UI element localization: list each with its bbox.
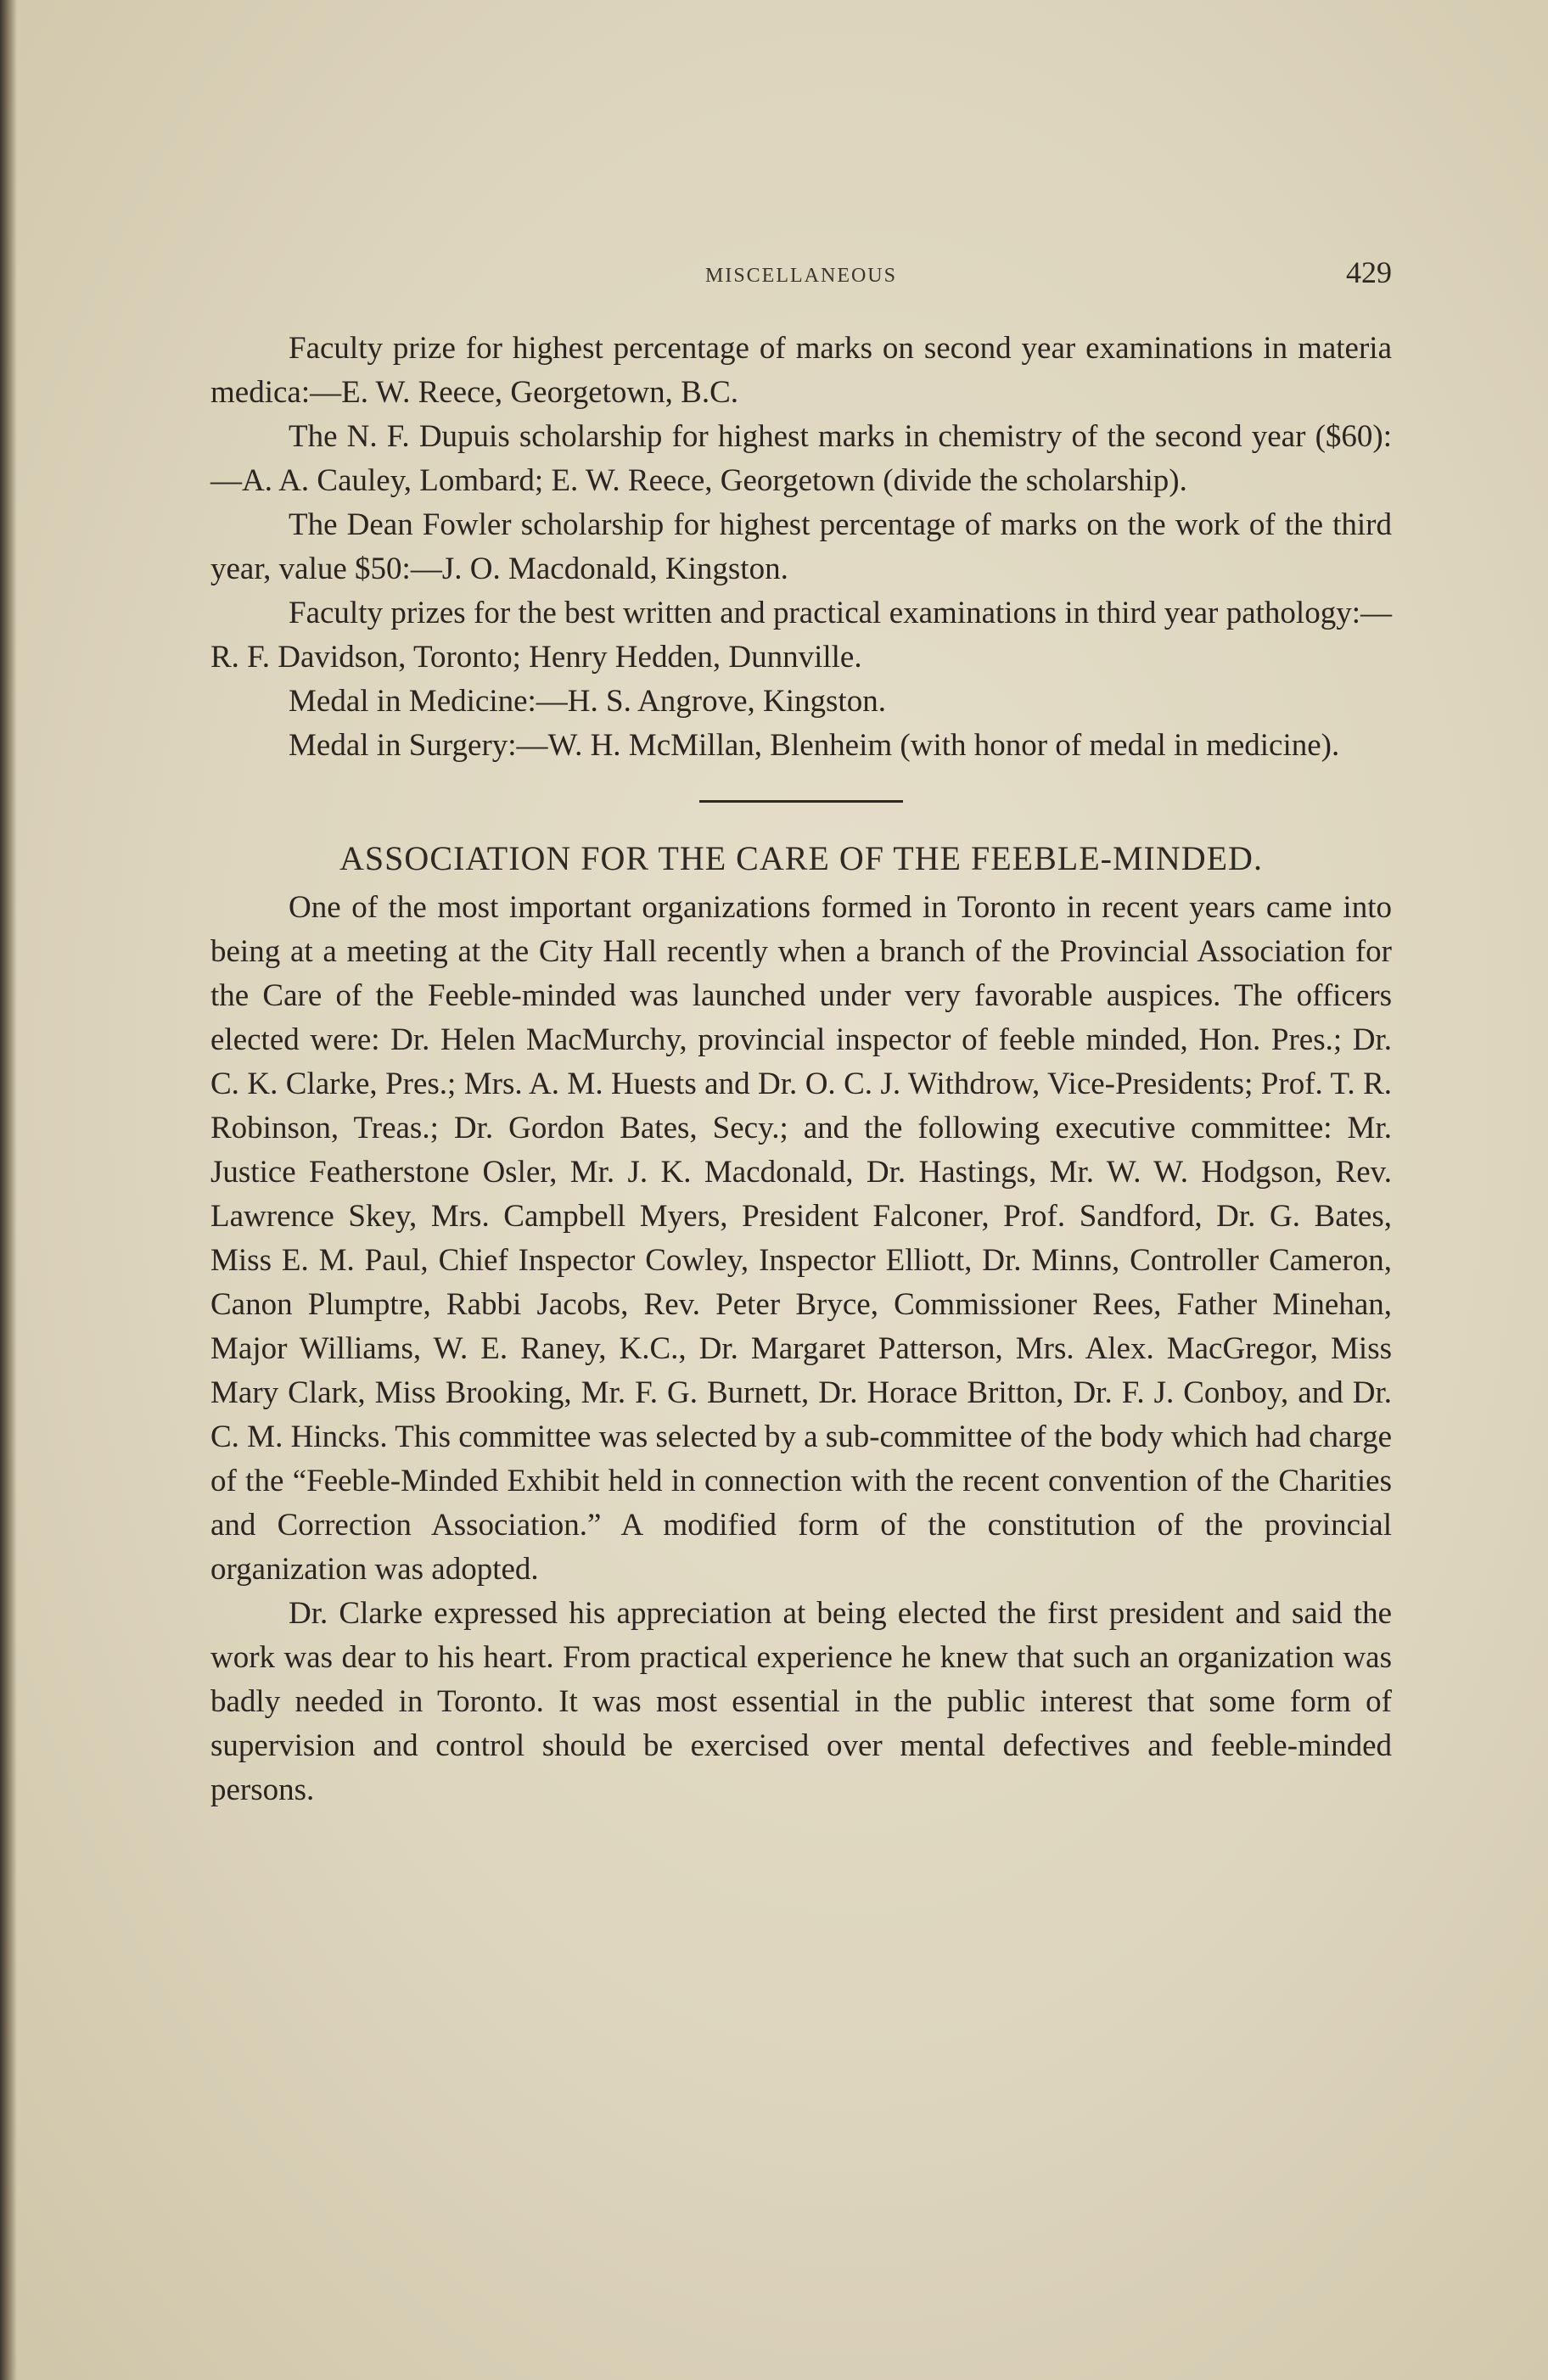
paragraph-dr-clarke-remarks: Dr. Clarke expressed his appreciation at being elected the first president and said the work was dear to his heart. From practical experience he knew that such an organization was badly needed in Toronto. It was most essential in the public interest that some form of supervision and control should be exercised over mental defectives and feeble-minded persons. [210, 1596, 1392, 1807]
paragraph-faculty-prize-second-year: Faculty prize for highest percentage of marks on second year examinations in materia medica:—E. W. Reece, Georgetown, B.C. [210, 331, 1392, 410]
paragraph-medal-surgery: Medal in Surgery:—W. H. McMillan, Blenheim (with honor of medal in medicine). [289, 728, 1340, 763]
paragraph-association-formation: One of the most important organizations formed in Toronto in recent years came into being at a meeting at the City Hall recently when a branch of the Provincial Association for the Care of the Feeble-minded was launched under very favorable auspices. The officers elected were: Dr. Helen MacMurchy, provincial inspector of feeble minded, Hon. Pres.; Dr. C. K. Clarke, Pres.; Mrs. A. M. Huests and Dr. O. C. J. Withdrow, Vice-Presidents; Prof. T. R. Robinson, Treas.; Dr. Gordon Bates, Secy.; and the following executive committee: Mr. Justice Featherstone Osler, Mr. J. K. Macdonald, Dr. Hastings, Mr. W. W. Hodgson, Rev. Lawrence Skey, Mrs. Campbell Myers, President Falconer, Prof. Sandford, Dr. G. Bates, Miss E. M. Paul, Chief Inspector Cowley, Inspector Elliott, Dr. Minns, Controller Cameron, Canon Plumptre, Rabbi Jacobs, Rev. Peter Bryce, Commissioner Rees, Father Minehan, Major Williams, W. E. Raney, K.C., Dr. Margaret Patterson, Mrs. Alex. MacGregor, Miss Mary Clark, Miss Brooking, Mr. F. G. Burnett, Dr. Horace Britton, Dr. F. J. Conboy, and Dr. C. M. Hincks. This committee was selected by a sub-committee of the body which had charge of the “Feeble-Minded Exhibit held in connection with the recent convention of the Charities and Correction Association.” A modified form of the constitution of the provincial organization was adopted. [210, 890, 1392, 1587]
section-heading: ASSOCIATION FOR THE CARE OF THE FEEBLE-MINDED. [339, 839, 1263, 877]
paragraph-dupuis-scholarship: The N. F. Dupuis scholarship for highest marks in chemistry of the second year ($60):—A. A. Cauley, Lombard; E. W. Reece, Georgetown (divide the scholarship). [210, 419, 1392, 498]
running-head: MISCELLANEOUS [704, 265, 897, 287]
paragraph-medal-medicine: Medal in Medicine:—H. S. Angrove, Kingston. [289, 684, 886, 719]
page-header [210, 255, 1392, 297]
book-spine-shadow [0, 0, 17, 2380]
paragraph-dean-fowler-scholarship: The Dean Fowler scholarship for highest percentage of marks on the work of the third year, value $50:—J. O. Macdonald, Kingston. [210, 507, 1392, 586]
paragraph-faculty-prizes-pathology: Faculty prizes for the best written and practical examinations in third year pathology:—R. F. Davidson, Toronto; Henry Hedden, Dunnville. [210, 596, 1392, 675]
section-divider-rule [699, 800, 903, 803]
page-body [210, 327, 1392, 1812]
page-number: 429 [1346, 255, 1392, 289]
